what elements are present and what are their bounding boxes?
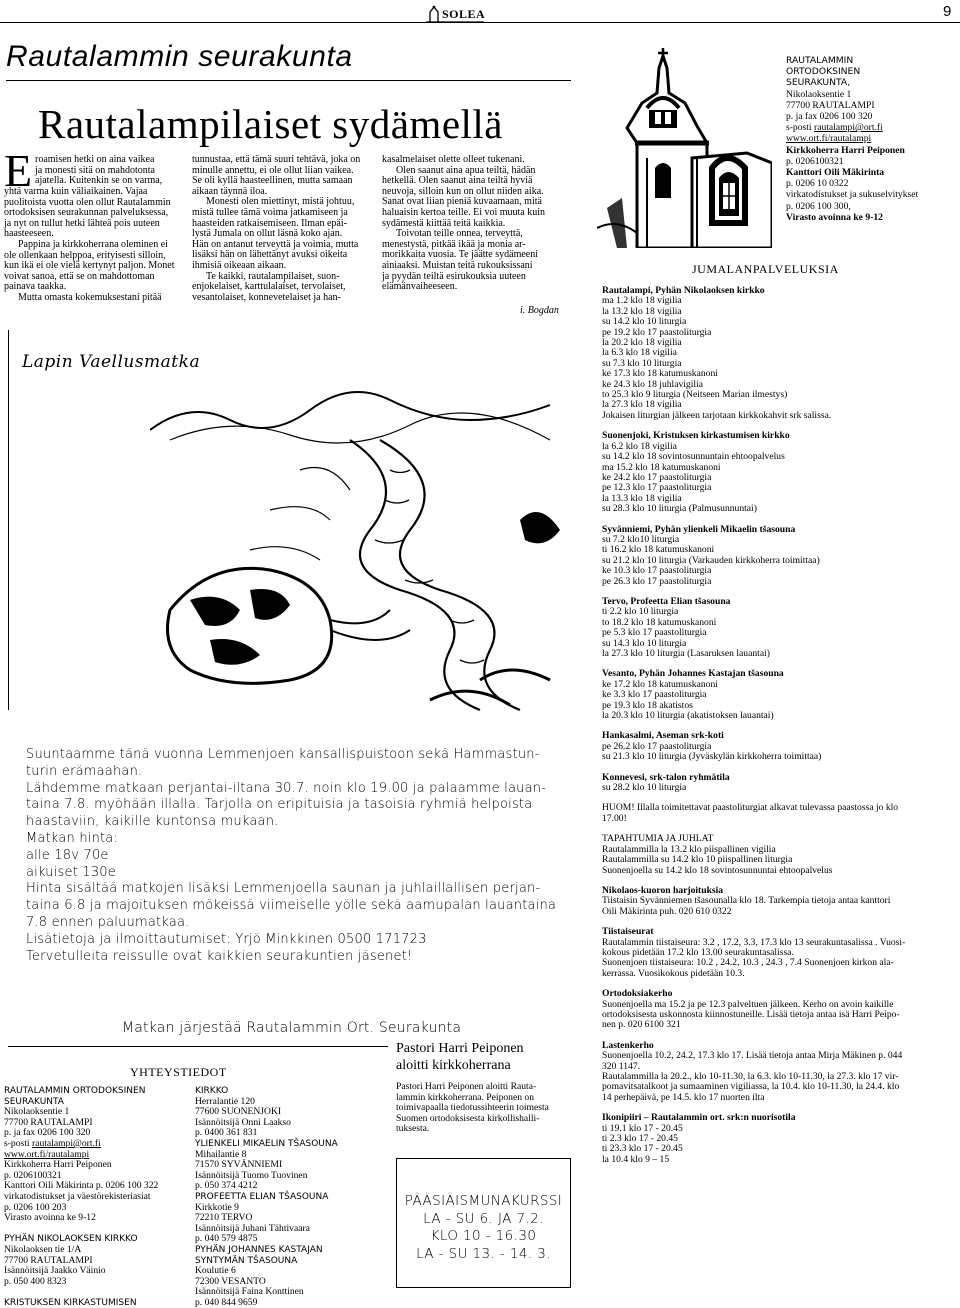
service-line: la 13.2 klo 18 vigilia: [602, 305, 682, 317]
article-line: mistä tullee tämä voima jatkamiseen ja: [192, 206, 348, 218]
tuesday-line: Suonenjoen tiistaiseura: 10.2 , 24.2, 10.3 , 24.3 , 7.4 Suonenjoen kirkon ala-: [602, 957, 894, 969]
choir-block: [602, 886, 957, 917]
trip-line: turin erämaahan.: [26, 763, 143, 779]
article-line: Se oli kyllä haasteellinen, mutta samaan: [192, 175, 353, 187]
pastor-line: lammin kirkkoherrana. Peiponen on: [396, 1091, 535, 1103]
easter-line: PÄÄSIÄISMUNAKURSSI: [404, 1193, 563, 1209]
trip-bottom-rule: [8, 1046, 388, 1047]
contact-box: [786, 55, 956, 223]
article-line: Pappina ja kirkkoherrana oleminen ei: [18, 238, 168, 250]
article-line: kasalmelaiset olette olleet tukenani.: [382, 154, 525, 165]
service-group: [602, 525, 957, 587]
article-line: roamisen hetki on aina vaikea: [35, 154, 155, 165]
contacts-spacer: [4, 1287, 190, 1298]
article-line: elämänvaiheeseen.: [382, 281, 458, 293]
tuesday-block: [602, 927, 957, 979]
service-line: pe 5.3 klo 17 paastoliturgia: [602, 627, 707, 639]
notice-line: 17.00!: [602, 812, 627, 824]
trip-organizer: Matkan järjestää Rautalammin Ort. Seurakunta: [122, 1020, 462, 1036]
article-line: morikkaita vuosia. Te jäätte sydämeeni: [382, 249, 539, 261]
tuesday-title: Tiistaiseurat: [602, 926, 654, 938]
contacts-line: virkatodistukset ja väestörekisteriasiat: [4, 1190, 151, 1202]
service-line: ke 17.3 klo 18 katumuskanoni: [602, 368, 718, 380]
article-line: ihmisiä oikeaan aikaan.: [192, 259, 287, 271]
service-line: ke 24.3 klo 18 juhlavigilia: [602, 378, 703, 390]
article-line: haluaisin kertoa teille. Ei voi muuta kuin: [382, 206, 546, 218]
article-line: ajatella. Kuitenkin se on varma,: [35, 175, 163, 187]
kids-line: Suonenjoella 10.2, 24.2, 17.3 klo 17. Lisää tietoja antaa Mirja Mäkinen p. 044: [602, 1050, 903, 1062]
easter-line: KLO 10 - 16.30: [430, 1228, 537, 1244]
article-line: menestystä, pitkää ikää ja monia ar-: [382, 238, 526, 250]
evening-line: Suonenjoella ma 15.2 ja pe 12.3 palveltuen jälkeen. Kerho on avoin kaikille: [602, 998, 894, 1010]
kids-line: 14 perhepäivä, pe 14.5. klo 17 nuorten ilta: [602, 1091, 765, 1103]
service-line: pe 19.3 klo 18 akatistos: [602, 699, 693, 711]
pastor-title-line: Pastori Harri Peiponen: [396, 1041, 524, 1056]
contact-line: virkatodistukset ja sukuselvitykset: [786, 189, 919, 201]
contacts-line: Isännöitsijä Tuomo Tuovinen: [195, 1169, 308, 1181]
article-col1-body: [4, 187, 182, 304]
service-group-heading: Hankasalmi, Aseman srk-koti: [602, 730, 724, 742]
article-line: Monesti olen miettinyt, mistä johtuu,: [206, 196, 355, 208]
article-col1: [35, 155, 180, 187]
service-group: [602, 431, 957, 514]
service-line: ke 3.3 klo 17 paastoliturgia: [602, 689, 707, 701]
notice: [602, 803, 957, 824]
pastor-title: [396, 1040, 524, 1074]
evening-title: Ortodoksiakerho: [602, 988, 673, 1000]
trip-line: Hinta sisältää matkojen lisäksi Lemmenjoella saunan ja juhlaillallisen perjan-: [26, 881, 541, 897]
contact-line: p. 0206 10 0322: [786, 178, 849, 190]
service-line: ma 15.2 klo 18 katumuskanoni: [602, 461, 721, 473]
service-line: su 7.2 klo10 liturgia: [602, 533, 680, 545]
contacts-line: p. 040 844 9659: [195, 1296, 258, 1308]
contacts-line: 72210 TERVO: [195, 1212, 253, 1224]
service-line: su 14.2 klo 10 liturgia: [602, 316, 687, 328]
article-line: Sanat ovat liian pieniä kuvaamaan, mitä: [382, 196, 542, 208]
article-line: Mutta omasta kokemuksestani pitää: [18, 291, 162, 303]
contacts-line: p. ja fax 0206 100 320: [4, 1127, 91, 1139]
contacts-line: RAUTALAMMIN ORTODOKSINEN: [4, 1086, 146, 1096]
contacts-left: [4, 1086, 190, 1308]
service-group-heading: Suonenjoki, Kristuksen kirkastumisen kirkko: [602, 430, 790, 442]
trip-line: taina 7.8. myöhään illalla. Tarjolla on eripituisia ja tasoisia ryhmiä helpoista: [26, 797, 533, 813]
section-rule: [6, 80, 571, 81]
services-title: JUMALANPALVELUKSIA: [692, 262, 839, 276]
kids-block: [602, 1041, 957, 1103]
email-link[interactable]: rautalampi@ort.fi: [32, 1137, 101, 1149]
page-number: 9: [943, 3, 952, 20]
hiker-river-drawing-icon: [150, 380, 570, 720]
contacts-line: p. 0400 361 831: [195, 1127, 258, 1139]
article-line: enjokelaiset, karttulalaiset, tervolaiset,: [192, 281, 346, 293]
contacts-line: p. 0206 100 203: [4, 1201, 67, 1213]
service-line: la 6.3 klo 18 vigilia: [602, 347, 677, 359]
article-col2: [192, 155, 372, 303]
trip-line: taina 6.8 ja majoituksen mökeissä viimeiselle yölle sekä aamupalan lauantaina: [26, 898, 557, 914]
service-line: su 21.2 klo 10 liturgia (Varkauden kirkkoherra toimittaa): [602, 554, 820, 566]
contacts-line: Kanttori Oili Mäkirinta p. 0206 100 322: [4, 1180, 159, 1192]
email-link[interactable]: rautalampi@ort.fi: [814, 122, 883, 134]
contact-line: p. 0206100321: [786, 155, 844, 167]
contact-priest: Kirkkoherra Harri Peiponen: [786, 144, 905, 156]
article-col3: [382, 155, 560, 293]
service-line: pe 19.2 klo 17 paastoliturgia: [602, 326, 712, 338]
contacts-line: Nikolaoksen tie 1/A: [4, 1243, 82, 1255]
contacts-line: Kirkkotie 9: [195, 1201, 239, 1213]
contacts-line: 77600 SUONENJOKI: [195, 1106, 282, 1118]
service-line: to 25.3 klo 9 liturgia (Neitseen Marian ilmestys): [602, 389, 788, 401]
trip-text: [26, 747, 556, 965]
service-line: ti 16.2 klo 18 katumuskanoni: [602, 544, 715, 556]
article-line: ja pyydän teiltä esirukouksia uuteen: [382, 270, 526, 282]
article-signature: i. Bogdan: [520, 305, 559, 316]
contacts-line: 77700 RAUTALAMPI: [4, 1254, 93, 1266]
contacts-line: Mihailantie 8: [195, 1148, 247, 1160]
service-line: la 13.3 klo 18 vigilia: [602, 492, 682, 504]
service-group-heading: Vesanto, Pyhän Johannes Kastajan tšasouna: [602, 668, 784, 680]
contacts-line: Isännöitsijä Faina Konttinen: [195, 1286, 304, 1298]
contact-line: Nikolaoksentie 1: [786, 88, 852, 100]
article-line: haasteiden ratkaisemiseen. Ilman epäi-: [192, 217, 347, 229]
notice-line: HUOM! Illalla toimitettavat paastoliturgiat alkavat tulevassa paastossa jo klo: [602, 802, 899, 814]
contacts-line: PYHÄN JOHANNES KASTAJAN: [195, 1244, 323, 1255]
church-illustration: [597, 48, 772, 248]
trip-line: Lisätietoja ja ilmoittautumiset: Yrjö Minkkinen 0500 171723: [26, 931, 427, 947]
tuesday-line: kokous pidetään 17.2 klo 13.00 seurakuntasalissa.: [602, 946, 794, 958]
choir-title: Nikolaos-kuoron harjoituksia: [602, 884, 724, 896]
article-line: haasteeseen.: [4, 228, 54, 240]
trip-illustration: [150, 380, 570, 720]
service-line: la 27.3 klo 10 liturgia (Lasaruksen lauantai): [602, 648, 770, 659]
trip-line: 7.8 ennen paluumatkaa.: [26, 914, 190, 930]
service-group: [602, 669, 957, 721]
section-title: Rautalammin seurakunta: [6, 40, 353, 73]
article-line: neuvoja, silloin kun on ollut niiden aika.: [382, 185, 544, 197]
easter-line: LA - SU 13. - 14. 3.: [416, 1245, 551, 1262]
email-label: s-posti: [4, 1137, 32, 1149]
pastor-line: Pastori Harri Peiponen aloitti Rauta-: [396, 1081, 537, 1092]
service-line: la 6.2 klo 18 vigilia: [602, 440, 677, 452]
event-line: Rautalammilla la 13.2 klo piispallinen vigilia: [602, 843, 776, 855]
service-line: la 27.3 klo 18 vigilia: [602, 399, 682, 411]
service-group: [602, 773, 957, 794]
evening-line: nen p. 020 6100 321: [602, 1019, 681, 1031]
contact-line: ORTODOKSINEN: [786, 66, 861, 78]
contact-cantor: Kanttori Oili Mäkirinta: [786, 167, 885, 179]
service-line: ma 1.2 klo 18 vigilia: [602, 295, 682, 307]
article-line: voivat sanoa, että se on mahdottoman: [4, 270, 155, 282]
trip-line: Matkan hinta:: [26, 830, 119, 846]
trip-line: aikuiset 130e: [26, 864, 116, 880]
pastor-line: tuksesta.: [396, 1123, 430, 1135]
choir-line: Tiistaisin Syvänniemen tšasounalla klo 18. Tarkempia tietoja antaa kanttori: [602, 895, 891, 907]
pastor-line: toimivapaalla tiedotussihteerin toimesta: [396, 1102, 549, 1114]
solea-logo: [424, 4, 486, 24]
easter-course-text: [397, 1159, 570, 1263]
service-line: pe 26.2 klo 17 paastoliturgia: [602, 740, 712, 752]
service-line: ke 10.3 klo 17 paastoliturgia: [602, 565, 712, 577]
service-line: la 20.2 klo 18 vigilia: [602, 337, 682, 349]
contacts-line: PROFEETTA ELIAN TŠASOUNA: [195, 1191, 329, 1202]
article-line: ortodoksisen seurakunnan palveluksessa,: [4, 207, 169, 219]
event-line: Suonenjoella su 14.2 klo 18 sovintosunnuntai ehtoopalvelus: [602, 864, 833, 876]
article-line: kun ikä ei ole vielä kertynyt paljon. Monet: [4, 260, 175, 272]
pastor-body: [396, 1082, 576, 1135]
choir-line: Oili Mäkirinta puh. 020 610 0322: [602, 905, 732, 917]
service-group: [602, 286, 957, 421]
trip-line: Lähdemme matkaan perjantai-iltana 30.7. noin klo 19.00 ja palaamme lauan-: [26, 780, 547, 796]
contacts-line: Isännöitsijä Onni Laakso: [195, 1116, 291, 1128]
service-group-heading: Rautalampi, Pyhän Nikolaoksen kirkko: [602, 285, 765, 296]
service-line: su 14.3 klo 10 liturgia: [602, 637, 687, 649]
article-line: vesantolaiset, konnevetelaiset ja han-: [192, 291, 341, 303]
contacts-line: 77700 RAUTALAMPI: [4, 1116, 93, 1128]
website-link[interactable]: www.ort.fi/rautalampi: [786, 133, 872, 145]
service-line: ke 17.2 klo 18 katumuskanoni: [602, 678, 718, 690]
service-group-heading: Konnevesi, srk-talon ryhmätila: [602, 771, 730, 783]
contact-office-hours: Virasto avoinna ke 9-12: [786, 211, 883, 223]
service-group-heading: Syvänniemi, Pyhän ylienkeli Mikaelin tšasouna: [602, 523, 796, 535]
service-line: su 21.3 klo 10 liturgia (Jyväskylän kirkkoherra toimittaa): [602, 751, 822, 763]
dropcap: E: [4, 145, 33, 196]
tuesday-line: Rautalammin tiistaiseura: 3.2 , 17.2, 3.3, 17.3 klo 13 seurakuntasalissa . Vuosi-: [602, 936, 906, 948]
headline: Rautalampilaiset sydämellä: [38, 101, 504, 147]
youth-line: ti 19.1 klo 17 - 20.45: [602, 1122, 683, 1134]
events-block: [602, 834, 957, 876]
article-line: aikaan täynnä iloa.: [192, 185, 268, 197]
service-line: su 14.2 klo 18 sovintosunnuntain ehtoopalvelus: [602, 451, 785, 463]
article-line: tunnustaa, että tämä suuri tehtävä, joka on: [192, 154, 361, 165]
contacts-line: Nikolaoksentie 1: [4, 1106, 70, 1118]
service-group: [602, 731, 957, 762]
website-link[interactable]: www.ort.fi/rautalampi: [4, 1148, 90, 1160]
evening-line: ortodoksisesta uskonnosta kiinnostuneille. Lisää tietoja antaa isä Harri Peipo-: [602, 1008, 900, 1020]
article-line: ole ollenkaan helppoa, erityisesti silloin,: [4, 249, 166, 261]
kids-line: pomavitsatalkoot ja sumaaminen vigiliassa, la 10.4. klo 10-11.30, la 24.4. klo: [602, 1081, 900, 1093]
contacts-spacer: [4, 1224, 190, 1235]
service-groups: [602, 286, 957, 793]
service-line: pe 26.3 klo 17 paastoliturgia: [602, 575, 712, 587]
church-building-icon: [597, 48, 772, 248]
contacts-line: Virasto avoinna ke 9-12: [4, 1212, 96, 1224]
article-line: ainiaaksi. Muistan teitä rukouksissani: [382, 259, 533, 271]
trip-line: alle 18v 70e: [26, 847, 109, 863]
youth-line: ti 23.3 klo 17 - 20.45: [602, 1143, 683, 1155]
article-line: lystä Jumala on ollut läsnä koko ajan.: [192, 228, 343, 240]
article-line: puolitoista vuotta olen ollut Rautalammin: [4, 196, 171, 208]
contacts-line: SYNTYMÄN TŠASOUNA: [195, 1255, 298, 1266]
service-group: [602, 597, 957, 659]
events-title: TAPAHTUMIA JA JUHLAT: [602, 833, 714, 845]
contacts-right: [195, 1086, 385, 1308]
article-line: painava taakka.: [4, 281, 67, 293]
youth-block: [602, 1113, 957, 1165]
logo-text: SOLEA: [442, 7, 486, 21]
article-line: Hän on antanut terveyttä ja voimia, mutta: [192, 238, 359, 250]
youth-line: ti 2.3 klo 17 - 20.45: [602, 1133, 678, 1145]
contact-line: RAUTALAMMIN: [786, 55, 854, 66]
email-label: s-posti: [786, 122, 814, 134]
contacts-line: YLIENKELI MIKAELIN TŠASOUNA: [195, 1138, 338, 1149]
event-line: Rautalammilla su 14.2 klo 10 piispallinen liturgia: [602, 854, 793, 866]
service-line: pe 12.3 klo 17 paastoliturgia: [602, 482, 712, 494]
trip-line: Suuntaamme tänä vuonna Lemmenjoen kansallispuistoon sekä Hammastun-: [26, 747, 540, 762]
easter-course-box: [396, 1158, 571, 1288]
contact-line: 77700 RAUTALAMPI: [786, 99, 875, 111]
contacts-line: p. 050 400 8323: [4, 1275, 67, 1287]
contacts-line: p. 050 374 4212: [195, 1180, 258, 1192]
trip-line: Tervetulleita reissulle ovat kaikkien seurakuntien jäsenet!: [26, 948, 413, 964]
youth-title: Ikonipiiri – Rautalammin ort. srk:n nuorisotila: [602, 1112, 796, 1124]
tuesday-line: kerrassa. Vuosikokous pidetään 10.3.: [602, 967, 745, 979]
pastor-line: Suomen ortodoksisesta kirkollishalli-: [396, 1112, 540, 1124]
trip-box-rule-left: [8, 330, 9, 710]
contact-line: p. ja fax 0206 100 320: [786, 111, 873, 123]
service-line: su 28.2 klo 10 liturgia: [602, 782, 687, 794]
article-line: Toivotan teille onnea, terveyttä,: [396, 228, 523, 240]
contacts-line: Koulutie 6: [195, 1265, 236, 1277]
contacts-line: PYHÄN NIKOLAOKSEN KIRKKO: [4, 1234, 138, 1245]
contacts-line: KRISTUKSEN KIRKASTUMISEN: [4, 1297, 137, 1308]
pastor-title-line: aloitti kirkkoherrana: [396, 1058, 511, 1073]
article-line: Te kaikki, rautalampilaiset, suon-: [206, 270, 340, 282]
evening-block: [602, 989, 957, 1031]
contacts-line: Isännöitsijä Juhani Tähtivaara: [195, 1222, 310, 1234]
contacts-line: Herralantie 120: [195, 1095, 255, 1107]
easter-line: LA - SU 6. JA 7.2.: [423, 1210, 544, 1227]
contacts-line: 71570 SYVÄNNIEMI: [195, 1159, 283, 1171]
service-line: la 20.3 klo 10 liturgia (akatistoksen lauantai): [602, 710, 774, 722]
contacts-line: p. 0206100321: [4, 1169, 62, 1181]
trip-logo: Lapin Vaellusmatka: [22, 352, 201, 372]
contacts-line: KIRKKO: [195, 1086, 229, 1096]
contacts-line: Kirkkoherra Harri Peiponen: [4, 1159, 112, 1171]
service-line: Jokaisen liturgian jälkeen tarjotaan kirkkokahvit srk salissa.: [602, 409, 832, 421]
service-line: su 28.3 klo 10 liturgia (Palmusunnuntai): [602, 503, 757, 515]
kids-line: Rautalammilla la 20.2., klo 10-11.30, la 6.3. klo 10-11.30, la 27.3. klo 17 vir-: [602, 1071, 899, 1082]
article-line: ja monesti sitä on mahdotonta: [35, 164, 155, 176]
kids-title: Lastenkerho: [602, 1039, 654, 1051]
contacts-line: SEURAKUNTA: [4, 1096, 64, 1107]
trip-line: haastaviin, kaikille kuntonsa mukaan.: [26, 814, 279, 830]
kids-line: 320 1147.: [602, 1060, 641, 1072]
article-line: minulle annettu, ei ole ollut liian vaikea.: [192, 164, 354, 176]
services-list: [602, 286, 957, 1165]
contacts-line: Isännöitsijä Jaakko Väinio: [4, 1265, 106, 1277]
youth-line: la 10.4 klo 9 – 15: [602, 1153, 670, 1165]
article-line: Olen saanut aina apua teiltä, hädän: [396, 164, 536, 176]
service-group-heading: Tervo, Profeetta Elian tšasouna: [602, 595, 731, 607]
contact-email-row: [786, 122, 956, 133]
article-line: sydämestä kiittää teitä kaikkia.: [382, 217, 506, 229]
contact-line: p. 0206 100 300,: [786, 200, 851, 212]
article-line: yhtä varma kuin väliaikainen. Vajaa: [4, 186, 148, 197]
contacts-title: YHTEYSTIEDOT: [130, 1065, 227, 1079]
service-line: ke 24.2 klo 17 paastoliturgia: [602, 471, 712, 483]
service-line: ti 2.2 klo 10 liturgia: [602, 606, 679, 618]
contact-line: SEURAKUNTA,: [786, 77, 851, 89]
article-line: hetkellä. Olen saanut aina teiltä hyviä: [382, 175, 533, 187]
contacts-line: p. 040 579 4875: [195, 1233, 258, 1245]
article-line: ja nyt on tullut hetki lähteä pois uuteen: [4, 217, 160, 229]
contacts-line: 72300 VESANTO: [195, 1275, 266, 1287]
service-line: to 18.2 klo 18 katumuskanoni: [602, 616, 717, 628]
article-line: lisäksi hän on lähettänyt avuksi oikeita: [192, 249, 348, 261]
service-line: su 7.3 klo 10 liturgia: [602, 357, 682, 369]
